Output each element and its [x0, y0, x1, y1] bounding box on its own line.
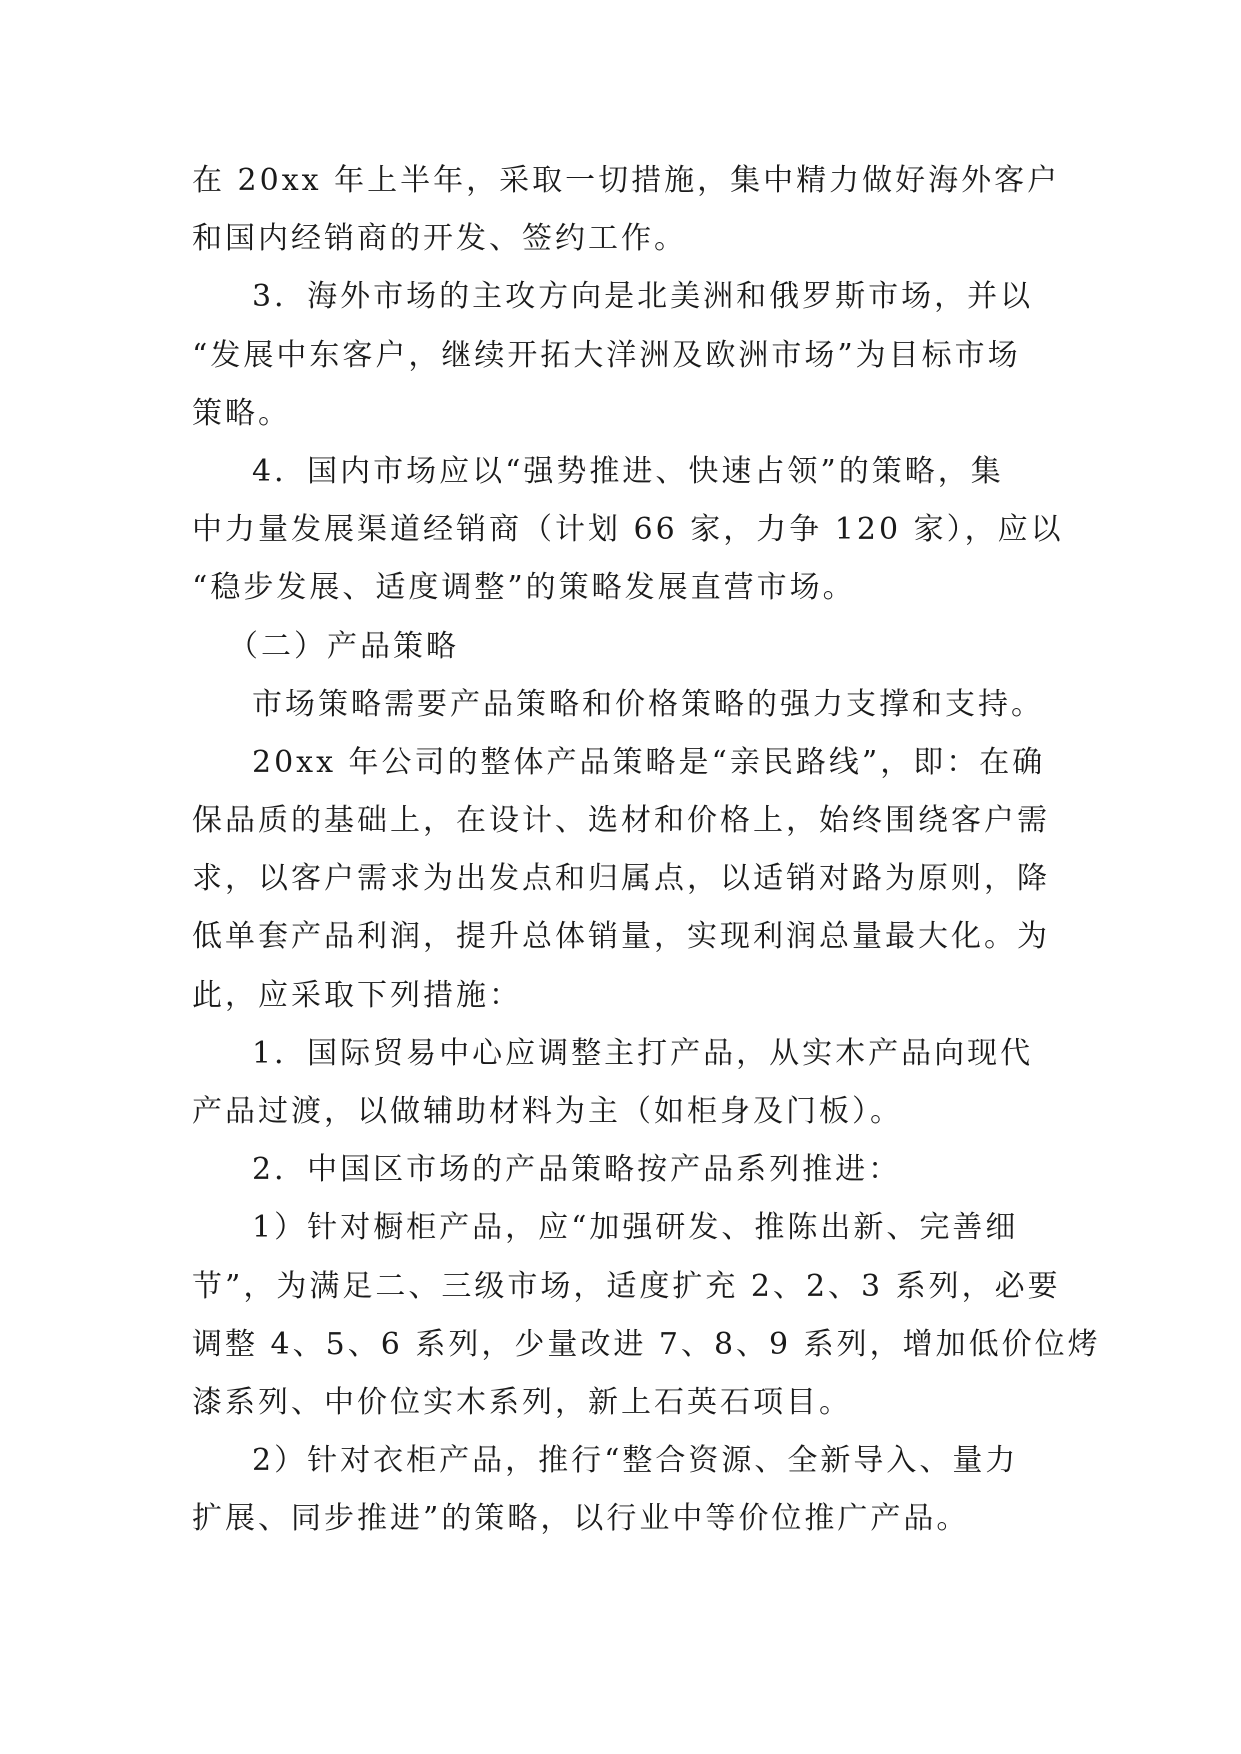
paragraph-line: 市场策略需要产品策略和价格策略的强力支撑和支持。 [252, 686, 1044, 722]
paragraph-line: 产品过渡，以做辅助材料为主（如柜身及门板）。 [192, 1094, 903, 1129]
paragraph-line: 求，以客户需求为出发点和归属点，以适销对路为原则，降 [192, 861, 1050, 897]
paragraph-line: 4．国内市场应以“强势推进、快速占领”的策略，集 [252, 453, 1004, 489]
paragraph-line: 此，应采取下列措施： [192, 977, 522, 1013]
paragraph-line: 20xx 年公司的整体产品策略是“亲民路线”，即：在确 [252, 744, 1046, 780]
paragraph-line: 调整 4、5、6 系列，少量改进 7、8、9 系列，增加低价位烤 [192, 1326, 1101, 1362]
paragraph-line: 3．海外市场的主攻方向是北美洲和俄罗斯市场，并以 [252, 279, 1034, 315]
paragraph-line: 节”，为满足二、三级市场，适度扩充 2、2、3 系列，必要 [192, 1268, 1061, 1304]
paragraph-line: 和国内经销商的开发、签约工作。 [192, 221, 687, 257]
paragraph-line: 2）针对衣柜产品，推行“整合资源、全新导入、量力 [252, 1443, 1019, 1479]
paragraph-line: 在 20xx 年上半年，采取一切措施，集中精力做好海外客户 [192, 163, 1061, 198]
paragraph-line: 低单套产品利润，提升总体销量，实现利润总量最大化。为 [192, 919, 1050, 955]
paragraph-line: 扩展、同步推进”的策略，以行业中等价位推广产品。 [192, 1501, 970, 1537]
paragraph-line: 保品质的基础上，在设计、选材和价格上，始终围绕客户需 [192, 803, 1050, 839]
paragraph-line: 1）针对橱柜产品，应“加强研发、推陈出新、完善细 [252, 1210, 1019, 1246]
paragraph-line: “稳步发展、适度调整”的策略发展直营市场。 [192, 570, 856, 606]
paragraph-line: 漆系列、中价位实木系列，新上石英石项目。 [192, 1384, 852, 1420]
paragraph-line: 中力量发展渠道经销商（计划 66 家，力争 120 家），应以 [192, 512, 1064, 548]
paragraph-line: 策略。 [192, 395, 291, 431]
section-heading: （二）产品策略 [228, 628, 459, 664]
paragraph-line: “发展中东客户，继续开拓大洋洲及欧洲市场”为目标市场 [192, 337, 1021, 373]
paragraph-line: 2．中国区市场的产品策略按产品系列推进： [252, 1152, 902, 1188]
paragraph-line: 1．国际贸易中心应调整主打产品，从实木产品向现代 [252, 1035, 1034, 1071]
document-body [192, 152, 1101, 1549]
